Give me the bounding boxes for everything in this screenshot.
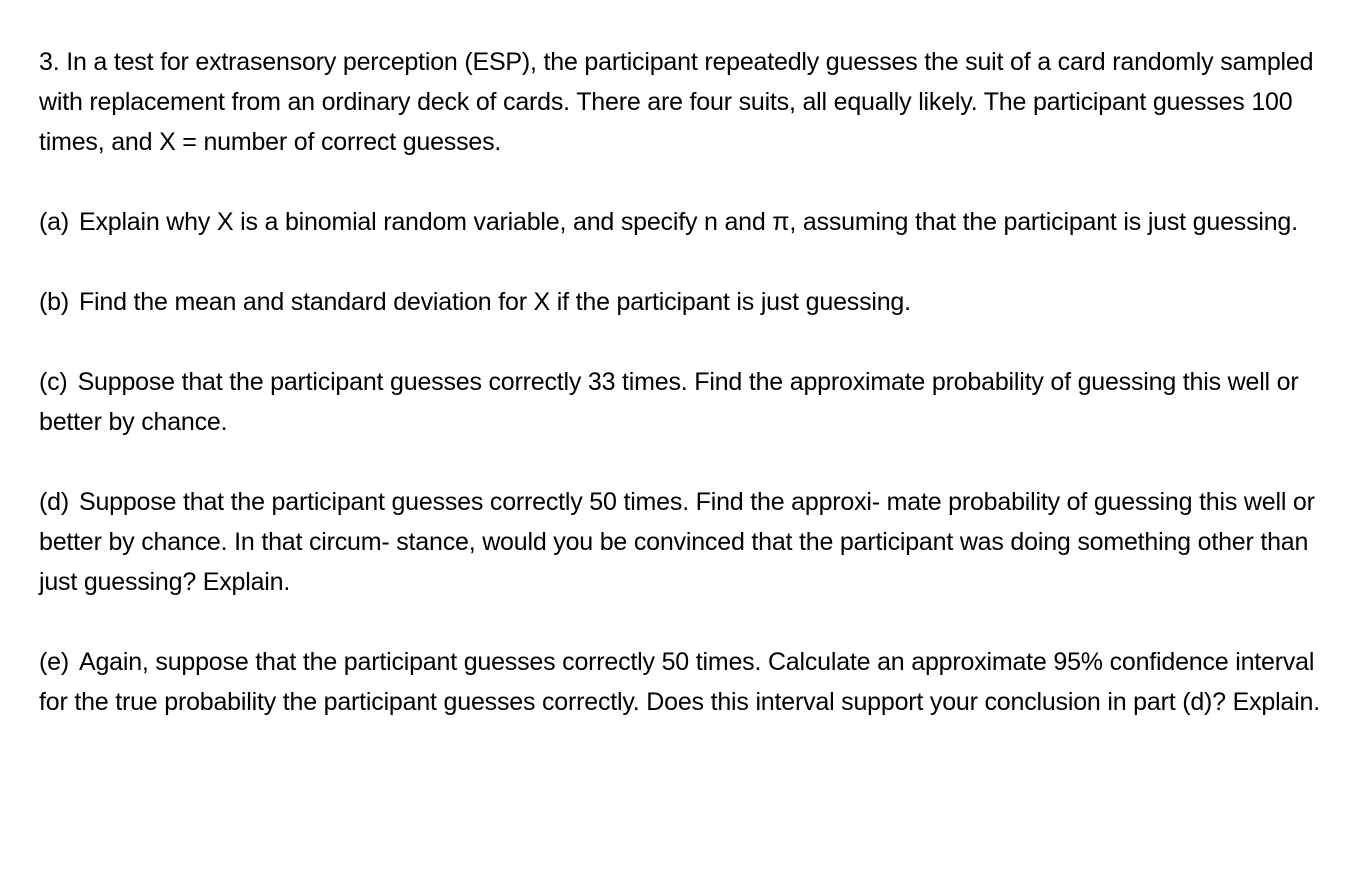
part-e (39, 642, 1329, 722)
part-d-label: (d) (39, 488, 69, 516)
part-e-text: Again, suppose that the participant guesses correctly 50 times. Calculate an approximate 95% confidence interval for the true probability the participant guesses correctly. Does this interval support your conclusion in part (d)? Explain. (39, 648, 1320, 716)
part-a (39, 202, 1329, 242)
question-intro: 3. In a test for extrasensory perception (ESP), the participant repeatedly guesses the suit of a card randomly sampled with replacement from an ordinary deck of cards. There are four suits, all equally likely. The participant guesses 100 times, and X = number of correct guesses. (39, 48, 1314, 156)
document-body (39, 42, 1329, 722)
part-c (39, 362, 1329, 442)
part-d (39, 482, 1329, 602)
part-c-text: Suppose that the participant guesses correctly 33 times. Find the approximate probability of guessing this well or better by chance. (39, 368, 1299, 436)
part-d-text: Suppose that the participant guesses correctly 50 times. Find the approxi- mate probability of guessing this well or better by chance. In that circum- stance, would you be convinced that the participant was doing something other than just guessing? Explain. (39, 488, 1315, 596)
part-b-label: (b) (39, 288, 69, 316)
part-c-label: (c) (39, 368, 68, 396)
part-a-label: (a) (39, 208, 69, 236)
part-b (39, 282, 1329, 322)
part-a-text: Explain why X is a binomial random variable, and specify n and π, assuming that the participant is just guessing. (78, 208, 1298, 236)
part-b-text: Find the mean and standard deviation for X if the participant is just guessing. (78, 288, 911, 316)
part-e-label: (e) (39, 648, 69, 676)
